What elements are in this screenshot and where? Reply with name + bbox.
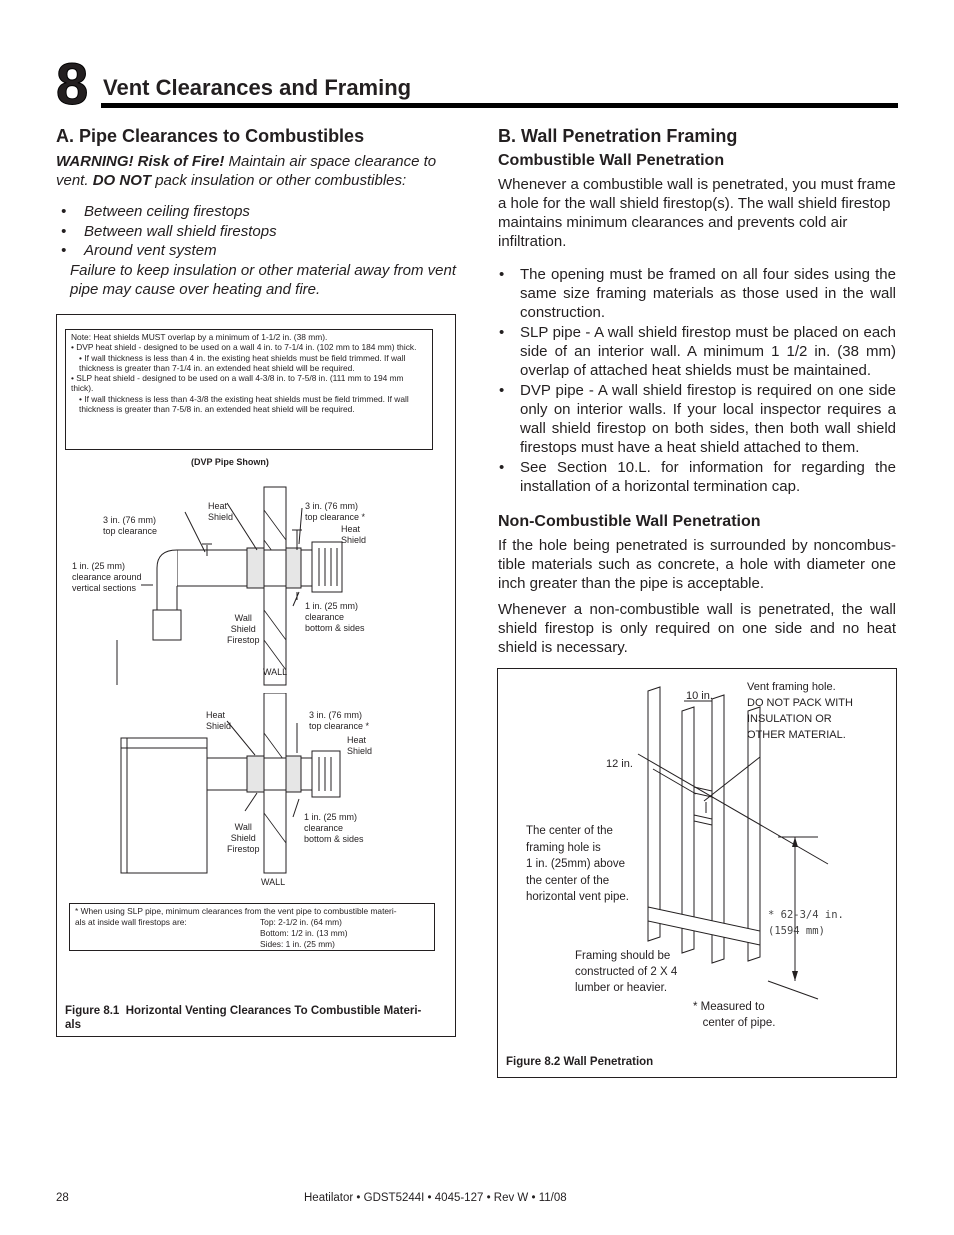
pipe-clearances-heading: A. Pipe Clearances to Combustibles: [56, 126, 365, 146]
slp-venting-diagram: [57, 693, 455, 893]
vertical-clearance-label: 1 in. (25 mm) clearance around vertical sections: [72, 561, 142, 593]
fireplace-unit: [121, 738, 207, 873]
wall-label: WALL: [261, 877, 286, 887]
note-line: • SLP heat shield - designed to be used on a wall 4-3/8 in. to 7-5/8 in. (111 mm to 194 mm thick).: [71, 373, 404, 394]
heat-shield: [247, 548, 264, 588]
list-item: • Between wall shield firestops: [56, 222, 456, 241]
top-clearance-label: 3 in. (76 mm) top clearance *: [309, 710, 370, 731]
bottom-clearance-label: 1 in. (25 mm) clearance bottom & sides: [304, 812, 364, 844]
non-combustible-subheading: Non-Combustible Wall Penetration: [498, 513, 761, 530]
combustible-paragraph: Whenever a combustible wall is penetrated, you must frame a hole for the wall shield firestop(s). The wall shield firestop maintains minimum clearances and prevents cold air infiltration.: [498, 176, 896, 250]
elbow: [157, 550, 177, 610]
section-rule: [101, 103, 898, 108]
top-clearance-label: 3 in. (76 mm) top clearance: [103, 515, 158, 536]
figure-8-2-caption: Figure 8.2 Wall Penetration: [506, 1056, 654, 1068]
heat-shield-label: Heat Shield: [341, 524, 367, 545]
height-measurement: * 62-3/4 in. (1594 mm): [768, 909, 844, 937]
wall-penetration-section: [498, 127, 896, 657]
heat-shield-note: [65, 329, 433, 450]
document-id: Heatilator • GDST5244I • 4045-127 • Rev W • 11/08: [304, 1192, 567, 1204]
list-item: • The opening must be framed on all four sides using the same size framing materials as those used in the wall construction.: [498, 265, 896, 322]
ten-inch-label: 10 in.: [686, 690, 713, 702]
pipe-clearances-section: [56, 127, 456, 299]
center-note: The center of the framing hole is 1 in. (25mm) above the center of the horizontal vent pipe.: [526, 825, 629, 903]
list-item: • Around vent system: [56, 241, 456, 260]
bottom-plate: [648, 907, 760, 945]
dvp-shown-label: (DVP Pipe Shown): [191, 457, 269, 467]
slp-note-text: * When using SLP pipe, minimum clearances from the vent pipe to combustible materi- als at inside wall firestops are:: [75, 906, 397, 927]
heat-shield-label: Heat Shield: [347, 735, 373, 756]
slp-value: Bottom: 1/2 in. (13 mm): [260, 928, 348, 938]
figure-8-2: [497, 668, 897, 1078]
measured-note: * Measured to center of pipe.: [693, 1001, 776, 1029]
note-line: • DVP heat shield - designed to be used on a wall 4 in. to 7-1/4 in. (102 mm to 184 mm) thick.: [71, 342, 417, 353]
section-title: Vent Clearances and Framing: [103, 75, 412, 100]
list-item: • See Section 10.L. for information for regarding the installation of a horizontal termination cap.: [498, 458, 896, 496]
heat-shield-label: Heat Shield: [206, 710, 232, 731]
warning-text-2: pack insulation or other combustibles:: [151, 172, 407, 189]
firestop-label: Wall Shield Firestop: [227, 822, 260, 854]
warning-do-not: DO NOT: [92, 172, 152, 189]
wall-penetration-heading: B. Wall Penetration Framing: [498, 126, 738, 146]
horizontal-vent-pipe: [207, 758, 325, 790]
section-number: 8: [56, 52, 89, 117]
failure-warning: Failure to keep insulation or other material away from vent pipe may cause over heating and fire.: [70, 262, 457, 298]
wall-label: WALL: [263, 667, 288, 677]
non-combustible-paragraph-2: Whenever a non-combustible wall is penetrated, the wall shield firestop is only required on one side and no heat shield is necessary.: [498, 601, 896, 656]
termination-cap: [312, 751, 340, 797]
heat-shield: [247, 756, 264, 792]
page-number: 28: [56, 1192, 69, 1204]
warning-text-1: Maintain air space clearance to vent.: [56, 153, 437, 189]
note-line: • If wall thickness is less than 4 in. the existing heat shields must be field trimmed. If wall thickness is greater than 7-1/4 in. an extended heat shield will be required.: [79, 352, 406, 373]
stud: [648, 687, 660, 941]
note-line: Note: Heat shields MUST overlap by a minimum of 1-1/2 in. (38 mm).: [71, 332, 328, 342]
fire-warning: [56, 152, 456, 190]
note-line: • If wall thickness is less than 4-3/8 the existing heat shields must be field trimmed. If wall thickness is greater than 7-5/8 in. an extended heat shield will be required.: [79, 393, 409, 415]
figure-8-1-caption: Figure 8.1 Horizontal Venting Clearances To Combustible Materi- als: [65, 1005, 422, 1031]
list-item: • DVP pipe - A wall shield firestop is required on one side only on interior walls. If your local inspector requires a wall shield firestop on both sides, then both wall shield firestops must have a heat shield attached to them.: [498, 381, 896, 457]
combustible-subheading: Combustible Wall Penetration: [498, 152, 725, 169]
heat-shield-label: Heat Shield: [208, 501, 234, 522]
slp-values: [260, 917, 348, 950]
slp-value: Sides: 1 in. (25 mm): [260, 939, 335, 949]
bottom-clearance-label: 1 in. (25 mm) clearance bottom & sides: [305, 601, 365, 633]
slp-clearance-note: [69, 903, 435, 951]
framing-requirements-list: [498, 265, 896, 496]
sill: [694, 815, 712, 825]
top-clearance-label: 3 in. (76 mm) top clearance *: [305, 501, 366, 522]
stud: [748, 707, 760, 961]
figure-8-1: [56, 314, 456, 1037]
non-combustible-paragraph-1: If the hole being penetrated is surrounded by noncombus-tible materials such as concrete, a hole with diameter one inch greater than the pipe is acceptable.: [498, 537, 896, 592]
firestop-label: Wall Shield Firestop: [227, 613, 260, 645]
warning-label: WARNING! Risk of Fire!: [56, 153, 225, 170]
framing-note: Framing should be constructed of 2 X 4 lumber or heavier.: [575, 950, 678, 994]
vent-hole-label: Vent framing hole. DO NOT PACK WITH INSULATION OR OTHER MATERIAL.: [747, 681, 853, 741]
firestop-list: [56, 202, 456, 260]
twelve-inch-label: 12 in.: [606, 758, 633, 770]
list-item: • SLP pipe - A wall shield firestop must be placed on each side of an interior wall. A minimum 1 1/2 in. (38 mm) overlap of attached heat shields must be maintained.: [498, 323, 896, 380]
list-item: • Between ceiling firestops: [56, 202, 456, 221]
slp-value: Top: 2-1/2 in. (64 mm): [260, 917, 342, 927]
